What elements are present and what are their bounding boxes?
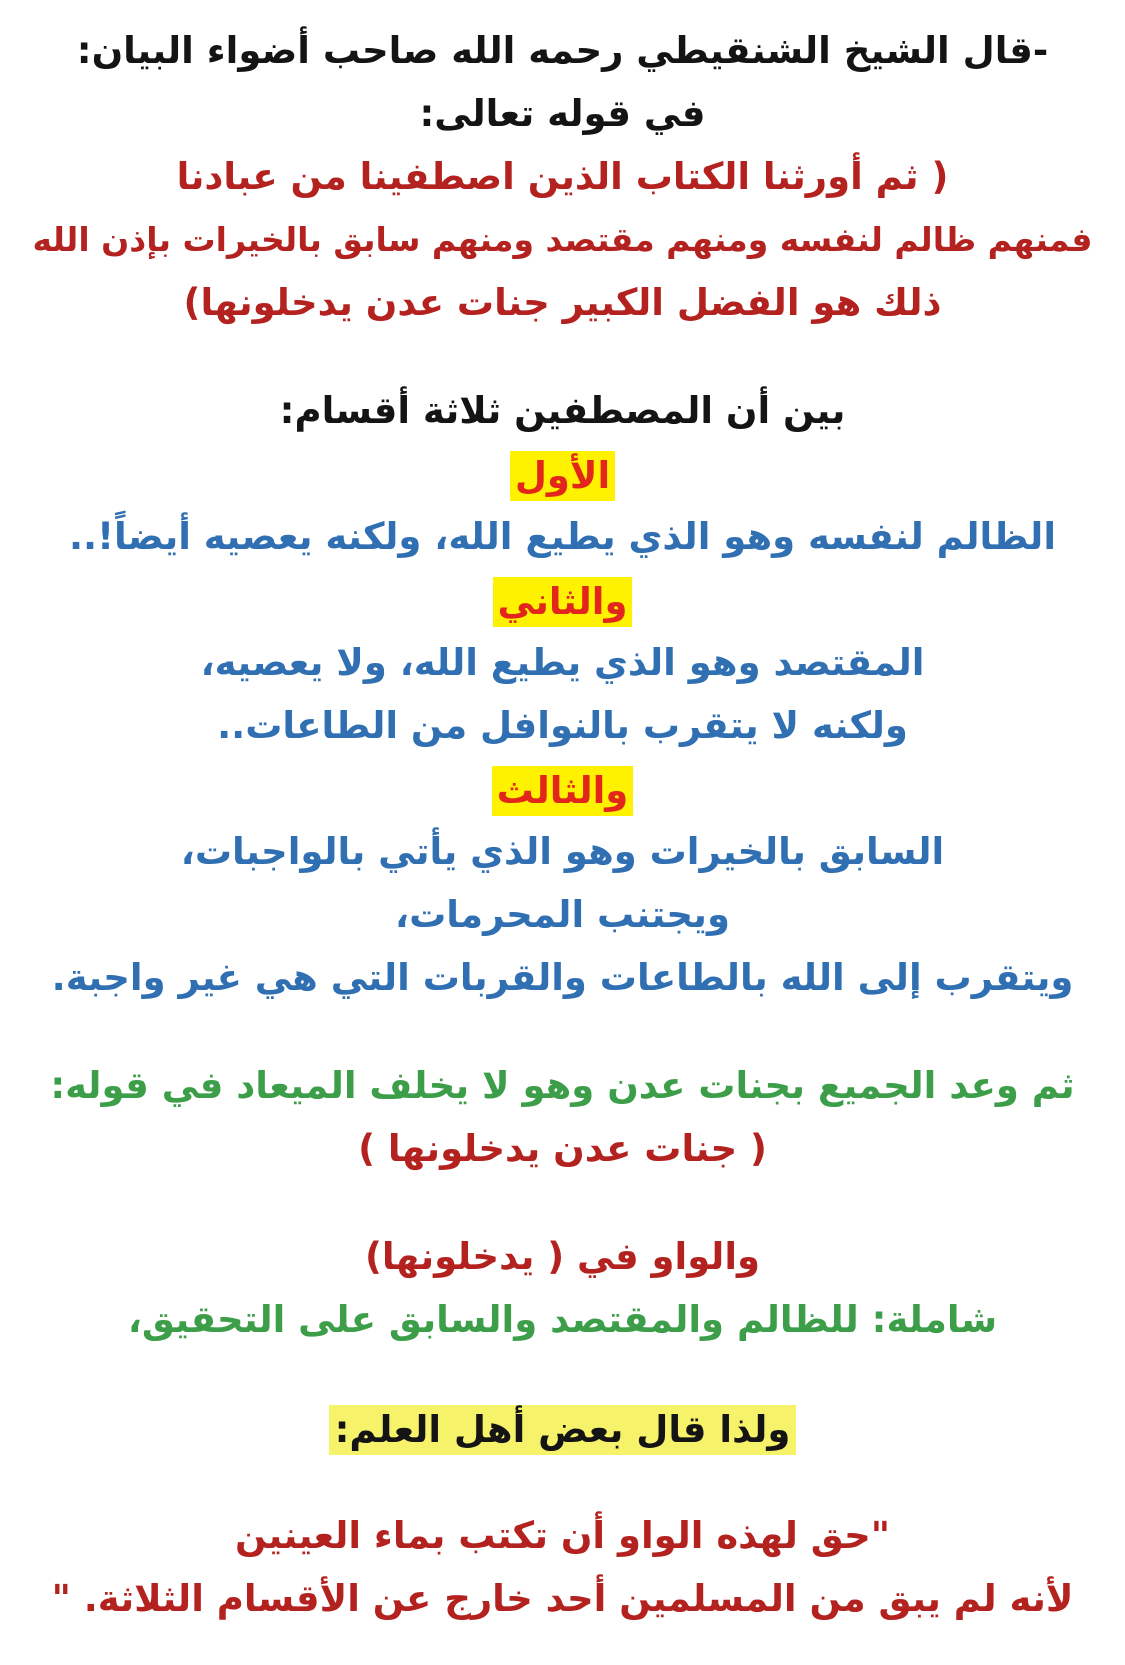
category-first-description: الظالم لنفسه وهو الذي يطيع الله، ولكنه يعصيه أيضاً!.. <box>68 515 1057 558</box>
quote-intro-line: في قوله تعالى: <box>419 92 706 135</box>
verse-line-3: ذلك هو الفضل الكبير جنات عدن يدخلونها) <box>183 281 942 324</box>
scholar-quote-line-1: "حق لهذه الواو أن تكتب بماء العينين <box>234 1514 891 1557</box>
category-third-description-3: ويتقرب إلى الله بالطاعات والقربات التي هي غير واجبة. <box>51 956 1074 999</box>
waw-title-line: والواو في ( يدخلونها) <box>364 1235 761 1278</box>
verse-line-1: ( ثم أورثنا الكتاب الذين اصطفينا من عبادنا <box>176 155 949 198</box>
author-line: -قال الشيخ الشنقيطي رحمه الله صاحب أضواء البيان: <box>76 29 1049 72</box>
category-second-description-2: ولكنه لا يتقرب بالنوافل من الطاعات.. <box>217 704 908 747</box>
category-second-heading-row <box>20 568 1105 631</box>
promise-verse-line: ( جنات عدن يدخلونها ) <box>358 1127 767 1170</box>
promise-line: ثم وعد الجميع بجنات عدن وهو لا يخلف الميعاد في قوله: <box>50 1064 1075 1107</box>
scholars-heading: ولذا قال بعض أهل العلم: <box>329 1405 797 1455</box>
category-second-label: والثاني <box>493 577 633 627</box>
scholars-heading-row <box>20 1396 1105 1459</box>
categories-intro-line: بين أن المصطفين ثلاثة أقسام: <box>279 389 846 432</box>
category-second-description-1: المقتصد وهو الذي يطيع الله، ولا يعصيه، <box>200 641 925 684</box>
category-third-label: والثالث <box>492 766 634 816</box>
category-third-description-1: السابق بالخيرات وهو الذي يأتي بالواجبات، <box>180 830 945 873</box>
scholar-quote-line-2: لأنه لم يبق من المسلمين أحد خارج عن الأقسام الثلاثة. " <box>51 1577 1074 1620</box>
category-third-heading-row <box>20 757 1105 820</box>
category-first-label: الأول <box>510 451 615 501</box>
waw-explanation-line: شاملة: للظالم والمقتصد والسابق على التحقيق، <box>127 1298 998 1341</box>
category-third-description-2: ويجتنب المحرمات، <box>395 893 730 936</box>
verse-line-2: فمنهم ظالم لنفسه ومنهم مقتصد ومنهم سابق بالخيرات بإذن الله <box>32 220 1093 259</box>
category-first-heading-row <box>20 442 1105 505</box>
